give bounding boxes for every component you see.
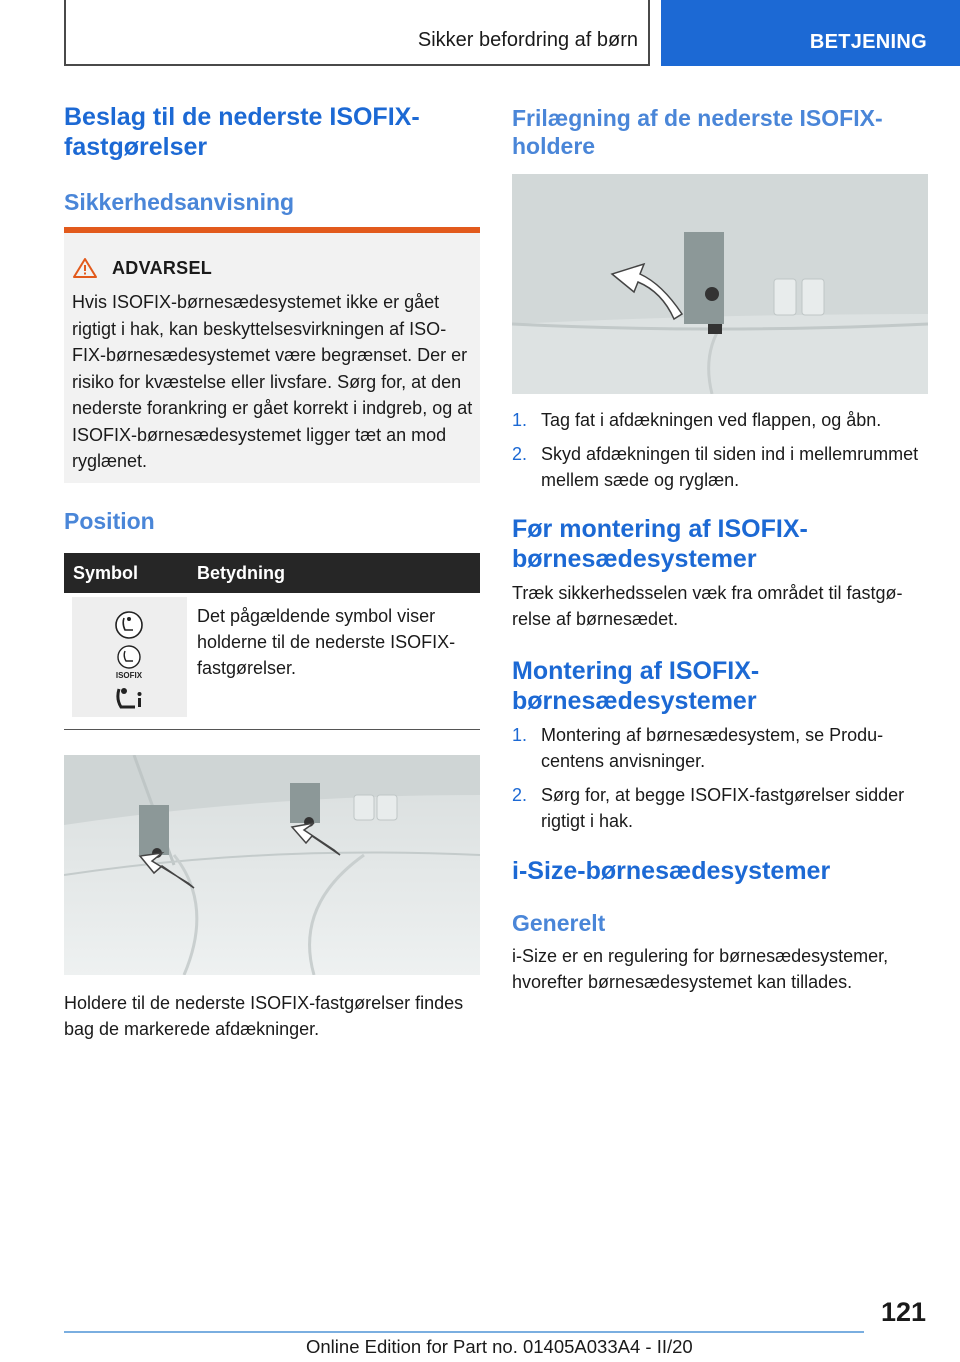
before-mount-text: Træk sikkerhedsselen væk fra området til fastgørelse af børnesædet. [512, 583, 903, 629]
header-section-title: Sikker befordring af børn [417, 29, 638, 51]
warning-box [64, 227, 480, 483]
symbol-table-header [64, 553, 480, 593]
step-text: Tag fat i afdækningen ved flappen, og åbn. [541, 410, 882, 430]
table-row-meaning: Det pågældende symbol viser holderne til de nederste ISOFIX-fastgørelser. [197, 606, 456, 678]
footer-rule [64, 1331, 864, 1333]
symbol-cell [72, 597, 187, 717]
header-chapter-label: BETJENING [809, 31, 927, 53]
step-number: 1. [512, 410, 528, 430]
table-col-meaning: Betydning [197, 563, 285, 583]
child-seat-info-icon [118, 688, 142, 707]
left-title: Beslag til de nederste ISOFIX- fastgørelser [64, 103, 420, 161]
step-number: 2. [512, 444, 528, 464]
child-seat-icon [116, 612, 142, 638]
before-mount-title: Før montering af ISOFIX- børnesædesystemer [512, 515, 808, 573]
list-item [512, 441, 928, 493]
page-number: 121 [880, 1297, 926, 1327]
table-col-symbol: Symbol [73, 563, 139, 583]
isize-title: i-Size-børnesædesystemer [512, 857, 831, 885]
table-divider [64, 729, 480, 730]
step-text: Sørg for, at begge ISOFIX-fastgørelser sidder rigtigt i hak. [541, 785, 905, 831]
general-text: i-Size er en regulering for børnesædesystemer, hvorefter børnesædesystemet kan tillades. [512, 946, 889, 992]
step-number: 2. [512, 785, 528, 805]
header-chapter-tab[interactable] [661, 0, 960, 66]
mount-title: Montering af ISOFIX- børnesædesystemer [512, 657, 760, 715]
step-text: Skyd afdækningen til siden ind i mellemrummet mellem sæde og ryglæn. [541, 444, 919, 490]
warning-text: Hvis ISOFIX-børnesædesystemet ikke er gået rigtigt i hak, kan beskyttelsesvirkningen af ISOFIX-børnesædesystemet være begrænset. Der er risiko for kvæstelse eller livsfare. Sørg for, at den nederste forankring er gået korrekt i indgreb, og at ISOFIX-børnesædesystemet ligger tæt an mod ryglænet. [72, 292, 473, 471]
isofix-icon [116, 646, 143, 680]
position-subtitle: Position [64, 508, 155, 534]
list-item [512, 722, 928, 774]
safety-subtitle: Sikkerhedsanvisning [64, 189, 295, 215]
warning-triangle-icon [72, 257, 98, 279]
mount-steps [512, 722, 928, 842]
warning-label: ADVARSEL [112, 257, 213, 278]
release-steps [512, 407, 928, 501]
isofix-photo-right [512, 174, 928, 394]
step-text: Montering af børnesædesystem, se Producentens anvisninger. [541, 725, 884, 771]
warning-header [72, 257, 212, 279]
general-title: Generelt [512, 910, 606, 936]
list-item [512, 782, 928, 834]
svg-text:ISOFIX: ISOFIX [115, 671, 143, 680]
header-section-box [64, 0, 650, 66]
release-title: Frilægning af de nederste ISOFIX- holdere [512, 105, 883, 159]
footer-edition: Online Edition for Part no. 01405A033A4 - II/20 [306, 1336, 693, 1357]
photo-caption: Holdere til de nederste ISOFIX-fastgørelser findes bag de markerede afdækninger. [64, 993, 464, 1039]
list-item [512, 407, 928, 433]
isofix-photo-left [64, 755, 480, 975]
step-number: 1. [512, 725, 528, 745]
